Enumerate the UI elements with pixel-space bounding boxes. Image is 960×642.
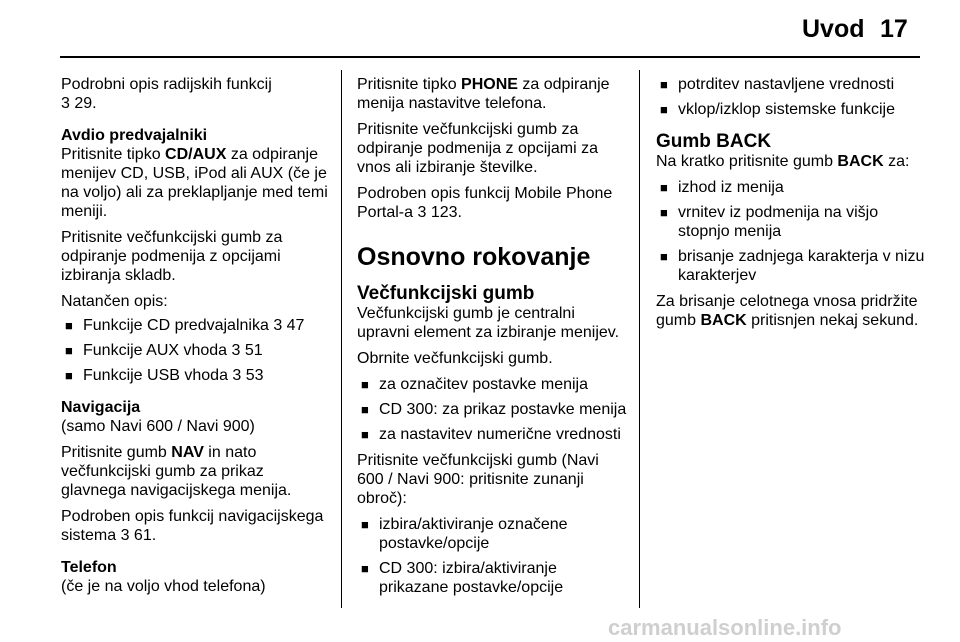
list-item: ■ izhod iz menija: [660, 178, 926, 197]
page-number: 17: [880, 15, 908, 43]
key-label: BACK: [700, 312, 747, 329]
paragraph: (samo Navi 600 / Navi 900): [61, 418, 255, 435]
list-item: ■ vklop/izklop sistemske funkcije: [660, 100, 926, 119]
key-label: NAV: [171, 444, 204, 461]
subsection-heading: Gumb BACK: [656, 131, 772, 152]
paragraph: Podroben opis funkcij navigacijskega sistema 3 61.: [61, 508, 324, 544]
subheading-phone: Telefon: [61, 559, 117, 576]
paragraph: Za brisanje celotnega vnosa pridržite gumb BACK pritisnjen nekaj sekund.: [656, 293, 919, 329]
page-reference[interactable]: 3 51: [231, 342, 263, 359]
paragraph: Podroben opis funkcij Mobile Phone Portal-a 3 123.: [357, 185, 613, 221]
list-item: ■ izbira/aktiviranje označene postavke/opcije: [361, 515, 627, 553]
paragraph: Pritisnite večfunkcijski gumb za odpiranje podmenija z opcijami izbiranja skladb.: [61, 229, 283, 284]
list-item: ■ potrditev nastavljene vrednosti: [660, 75, 926, 94]
key-label: PHONE: [461, 76, 518, 93]
page-reference[interactable]: 3 29.: [61, 95, 97, 112]
list-item: ■ za označitev postavke menija: [361, 375, 627, 394]
watermark: carmanualsonline.info: [608, 615, 842, 640]
subsection-heading: Večfunkcijski gumb: [357, 283, 535, 304]
bullet-list: [656, 178, 926, 285]
column-divider-1: [341, 70, 342, 608]
list-item: ■ brisanje zadnjega karakterja v nizu karakterjev: [660, 247, 926, 285]
bullet-list: [61, 316, 331, 385]
key-label: BACK: [837, 153, 884, 170]
list-item: ■ Funkcije AUX vhoda 3 51: [65, 341, 331, 360]
list-item: ■ za nastavitev numerične vrednosti: [361, 425, 627, 444]
bullet-list: [656, 75, 926, 119]
page-reference[interactable]: 3 61.: [120, 527, 157, 544]
list-item: ■ Funkcije CD predvajalnika 3 47: [65, 316, 331, 335]
intro-paragraph: Podrobni opis radijskih funkcij 3 29.: [61, 76, 272, 112]
header-divider: [60, 56, 920, 58]
section-heading: Osnovno rokovanje: [357, 243, 591, 271]
paragraph: Večfunkcijski gumb je centralni upravni element za izbiranje menijev.: [357, 305, 620, 341]
paragraph: Natančen opis:: [61, 293, 168, 310]
key-label: CD/AUX: [165, 146, 227, 163]
page-reference[interactable]: 3 47: [273, 317, 305, 334]
page-reference[interactable]: 3 53: [232, 367, 264, 384]
list-item: ■ Funkcije USB vhoda 3 53: [65, 366, 331, 385]
column-3: [656, 75, 926, 337]
paragraph: Pritisnite gumb NAV in nato večfunkcijski gumb za prikaz glavnega navigacijskega menija.: [61, 444, 292, 499]
paragraph: Pritisnite tipko PHONE za odpiranje menija nastavitve telefona.: [357, 76, 610, 112]
list-item: ■ CD 300: izbira/aktiviranje prikazane postavke/opcije: [361, 559, 627, 597]
list-item: ■ vrnitev iz podmenija na višjo stopnjo menija: [660, 203, 926, 241]
paragraph: Pritisnite večfunkcijski gumb za odpiranje podmenija z opcijami za vnos ali izbiranje številke.: [357, 121, 599, 176]
column-1: [61, 75, 331, 603]
column-divider-2: [639, 70, 640, 608]
bullet-list: [357, 375, 627, 444]
column-2: [357, 75, 627, 604]
paragraph: Pritisnite tipko CD/AUX za odpiranje menijev CD, USB, iPod ali AUX (če je na voljo) ali za preklapljanje med temi meniji.: [61, 146, 328, 220]
paragraph: Na kratko pritisnite gumb BACK za:: [656, 153, 910, 170]
subheading-navigation: Navigacija: [61, 399, 141, 416]
paragraph: Pritisnite večfunkcijski gumb (Navi 600 / Navi 900: pritisnite zunanji obroč):: [357, 452, 599, 507]
section-title: Uvod: [802, 15, 865, 43]
paragraph: (če je na voljo vhod telefona): [61, 578, 266, 595]
subheading-audio-players: Avdio predvajalniki: [61, 127, 208, 144]
page-reference[interactable]: 3 123.: [417, 204, 462, 221]
list-item: ■ CD 300: za prikaz postavke menija: [361, 400, 627, 419]
paragraph: Obrnite večfunkcijski gumb.: [357, 350, 553, 367]
bullet-list: [357, 515, 627, 597]
